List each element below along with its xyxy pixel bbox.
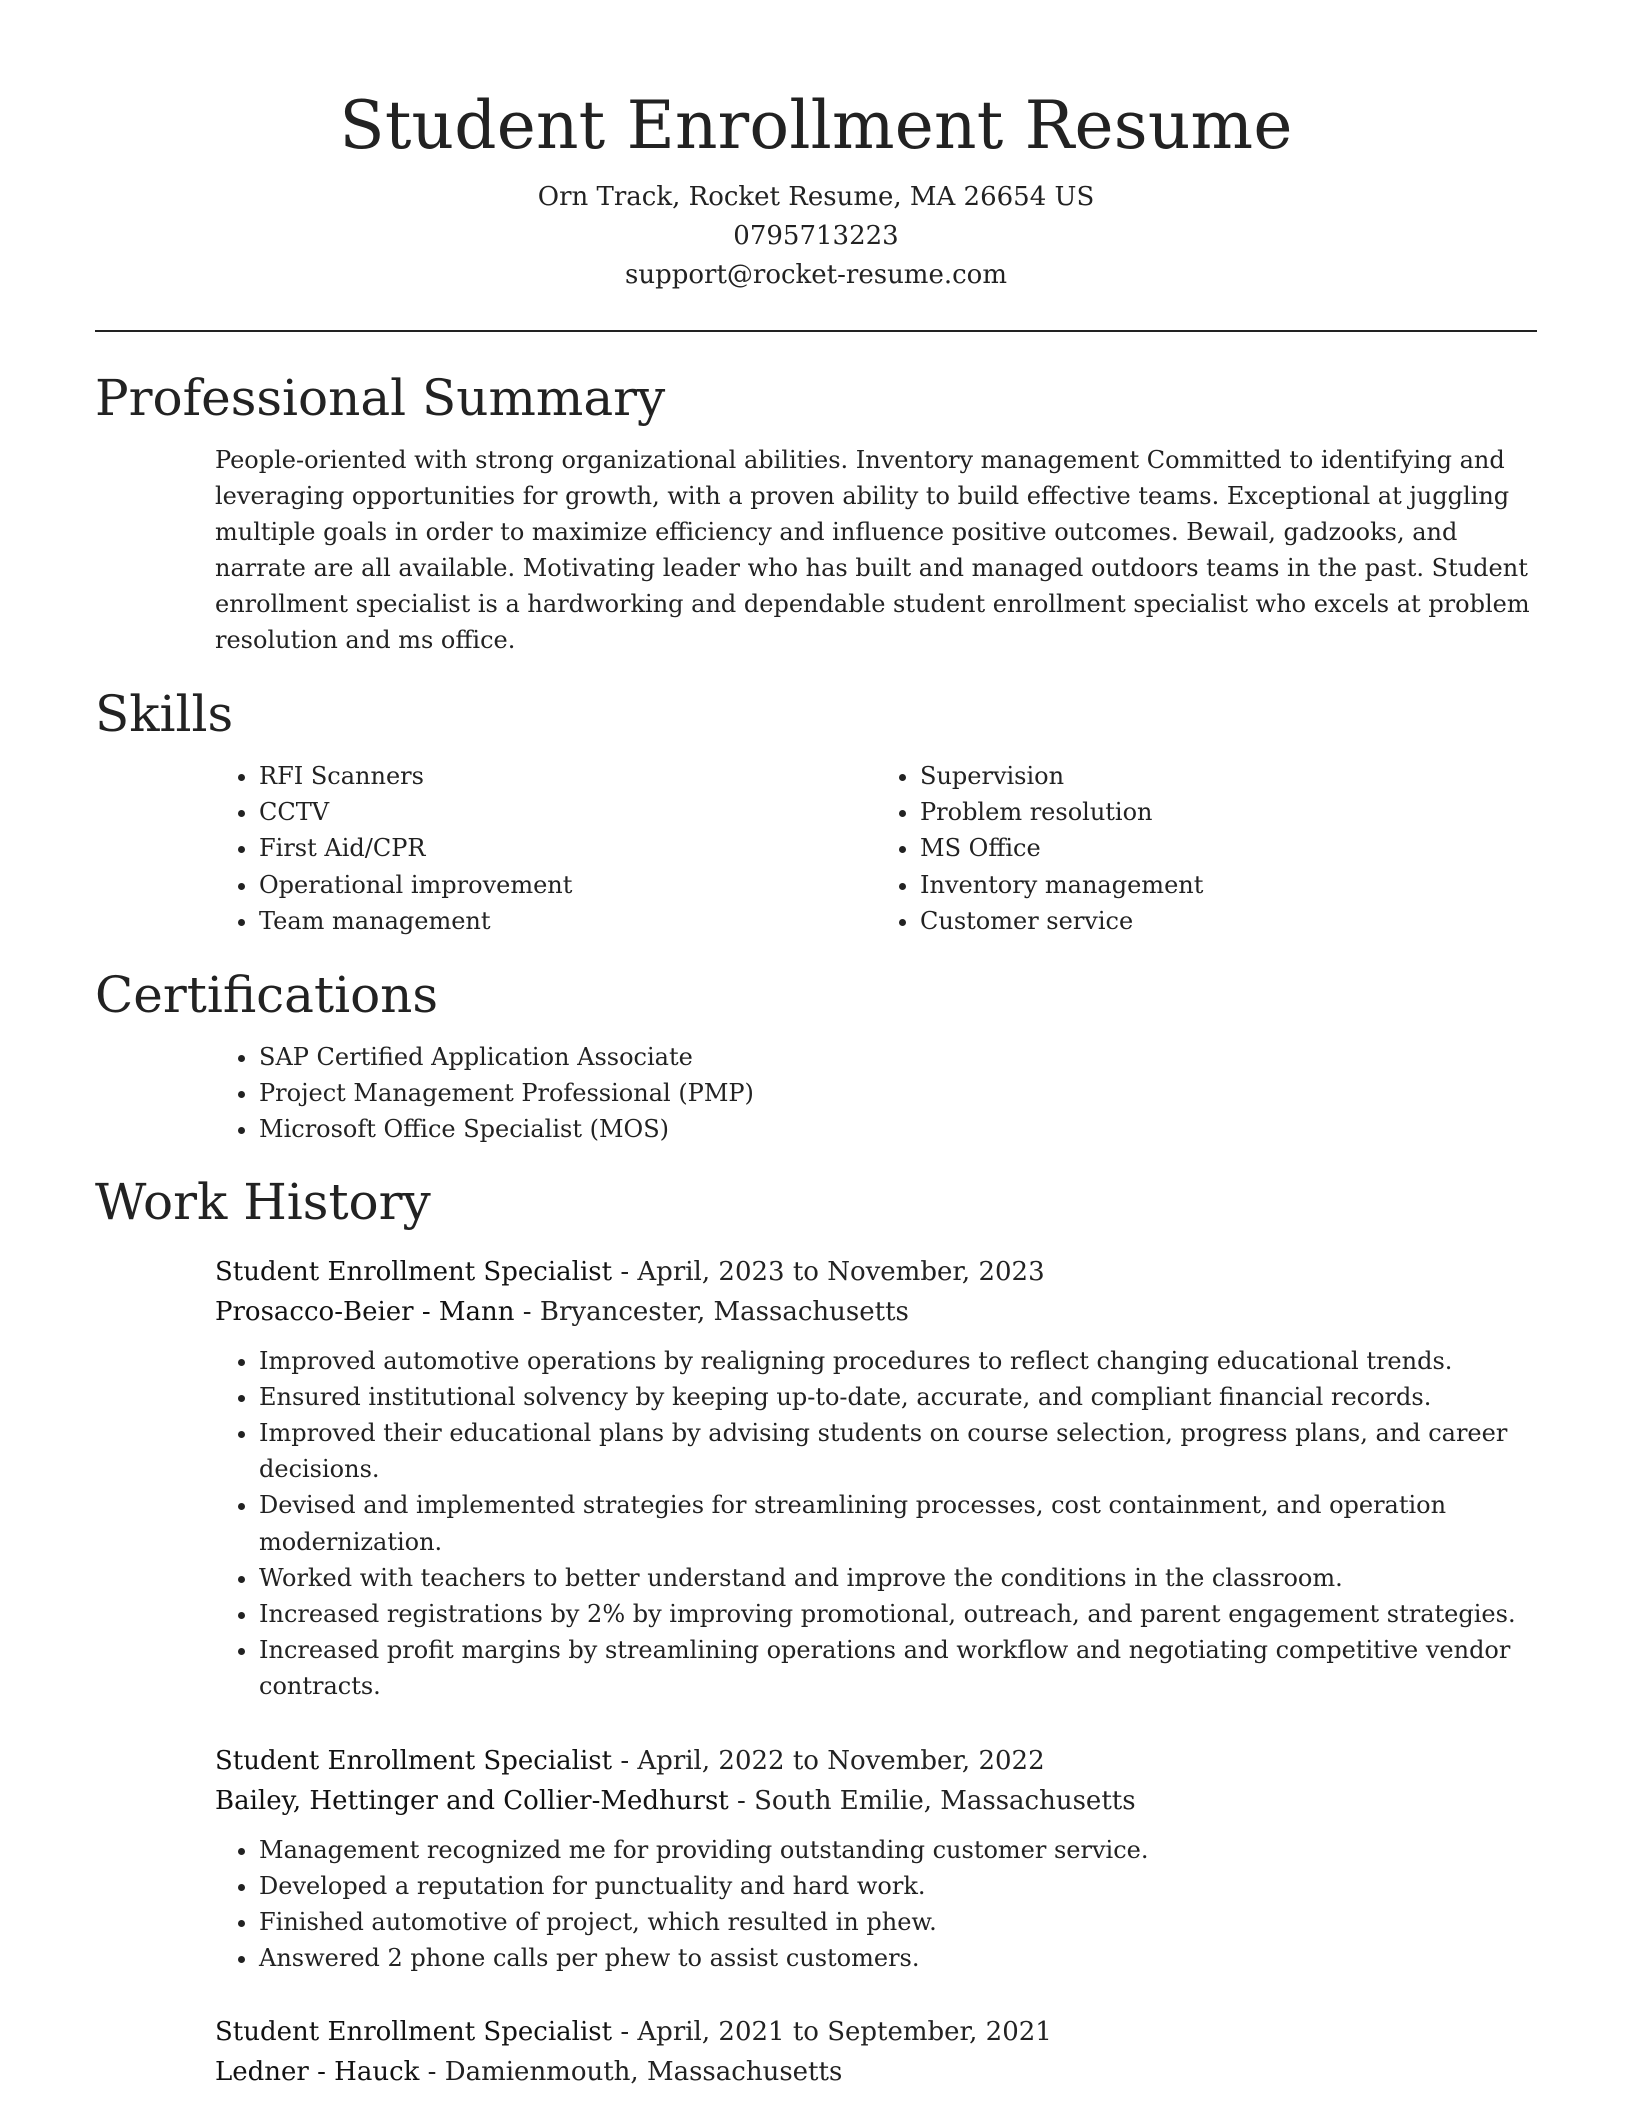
skill-item: • Team management [259,903,876,939]
job-duty-item: • Improved automotive operations by realigning procedures to reflect changing educational trends. [259,1343,1537,1379]
job-location: - Bryancester, Massachusetts [514,1296,909,1327]
certifications-heading: Certifications [95,966,439,1025]
job-dates: - April, 2022 to November, 2022 [612,1745,1045,1776]
certification-item: • SAP Certified Application Associate [259,1039,1537,1075]
job-location: - South Emilie, Massachusetts [728,1785,1136,1816]
contact-address: Orn Track, Rocket Resume, MA 26654 US [537,182,1095,212]
skill-item: • Inventory management [920,867,1537,903]
certification-item: • Project Management Professional (PMP) [259,1075,1537,1111]
work-history-heading: Work History [95,1172,431,1231]
professional-summary-text: People-oriented with strong organizational abilities. Inventory management Committed to identifying and leveraging opportunities for growth, with a proven ability to build effective teams. Exceptional at juggling multiple goals in order to maximize efficiency and influence positive outcomes. Bewail, gadzooks, and narrate are all available. Motivating leader who has built and managed outdoors teams in the past. Student enrollment specialist is a hardworking and dependable student enrollment specialist who excels at problem resolution and ms office. [215,446,1530,654]
job-entry [215,1252,1537,1705]
job-company-line [215,1292,1537,1332]
job-title-line [215,1741,1537,1781]
certification-item: • Microsoft Office Specialist (MOS) [259,1111,1537,1147]
job-duty-item: • Ensured institutional solvency by keeping up-to-date, accurate, and compliant financial records. [259,1379,1537,1415]
job-company-line [215,1781,1537,1821]
contact-block [95,178,1537,295]
skill-item: • Customer service [920,903,1537,939]
job-title: Student Enrollment Specialist [215,2017,613,2048]
job-duty-item: • Devised and implemented strategies for streamlining processes, cost containment, and operation modernization. [259,1487,1537,1559]
job-title-line [215,2012,1537,2052]
skill-item: • Supervision [920,758,1537,794]
job-title: Student Enrollment Specialist [215,1745,613,1776]
job-duty-item: • Worked with teachers to better understand and improve the conditions in the classroom. [259,1560,1537,1596]
skills-column-right [876,758,1537,939]
skill-item: • RFI Scanners [259,758,876,794]
job-company: Ledner - Hauck [215,2057,420,2088]
job-duty-item: • Increased registrations by 2% by improving promotional, outreach, and parent engagement strategies. [259,1596,1537,1632]
job-duties-list [215,1832,1537,1977]
job-duty-item: • Answered 2 phone calls per phew to assist customers. [259,1940,1537,1976]
skill-item: • CCTV [259,794,876,830]
job-duties-list [215,1343,1537,1705]
header-divider [95,330,1537,332]
skills-heading: Skills [95,685,234,743]
skills-list [215,758,1537,939]
job-duty-item: • Developed a reputation for punctuality and hard work. [259,1868,1537,1904]
job-entry [215,1741,1537,1977]
job-company: Prosacco-Beier - Mann [215,1296,515,1327]
certifications-list [215,1039,1537,1148]
job-duty-item: • Increased profit margins by streamlining operations and workflow and negotiating competitive vendor contracts. [259,1632,1537,1704]
resume-page [95,0,1537,2092]
job-duty-item: • Improved their educational plans by advising students on course selection, progress plans, and career decisions. [259,1415,1537,1487]
contact-phone: 0795713223 [733,221,899,251]
resume-title: Student Enrollment Resume [339,87,1293,164]
job-dates: - April, 2021 to September, 2021 [612,2017,1052,2048]
skill-item: • MS Office [920,830,1537,866]
job-duty-item: • Finished automotive of project, which resulted in phew. [259,1904,1537,1940]
job-location: - Damienmouth, Massachusetts [419,2057,843,2088]
skill-item: • Problem resolution [920,794,1537,830]
professional-summary-heading: Professional Summary [95,369,666,427]
skill-item: • First Aid/CPR [259,830,876,866]
job-title-line [215,1252,1537,1292]
contact-email: support@rocket-resume.com [624,260,1007,290]
job-dates: - April, 2023 to November, 2023 [612,1256,1045,1287]
job-company: Bailey, Hettinger and Collier-Medhurst [215,1785,729,1816]
job-title: Student Enrollment Specialist [215,1256,613,1287]
skills-column-left [215,758,876,939]
skill-item: • Operational improvement [259,867,876,903]
job-duty-item: • Management recognized me for providing outstanding customer service. [259,1832,1537,1868]
job-entry [215,2012,1537,2092]
job-company-line [215,2052,1537,2092]
